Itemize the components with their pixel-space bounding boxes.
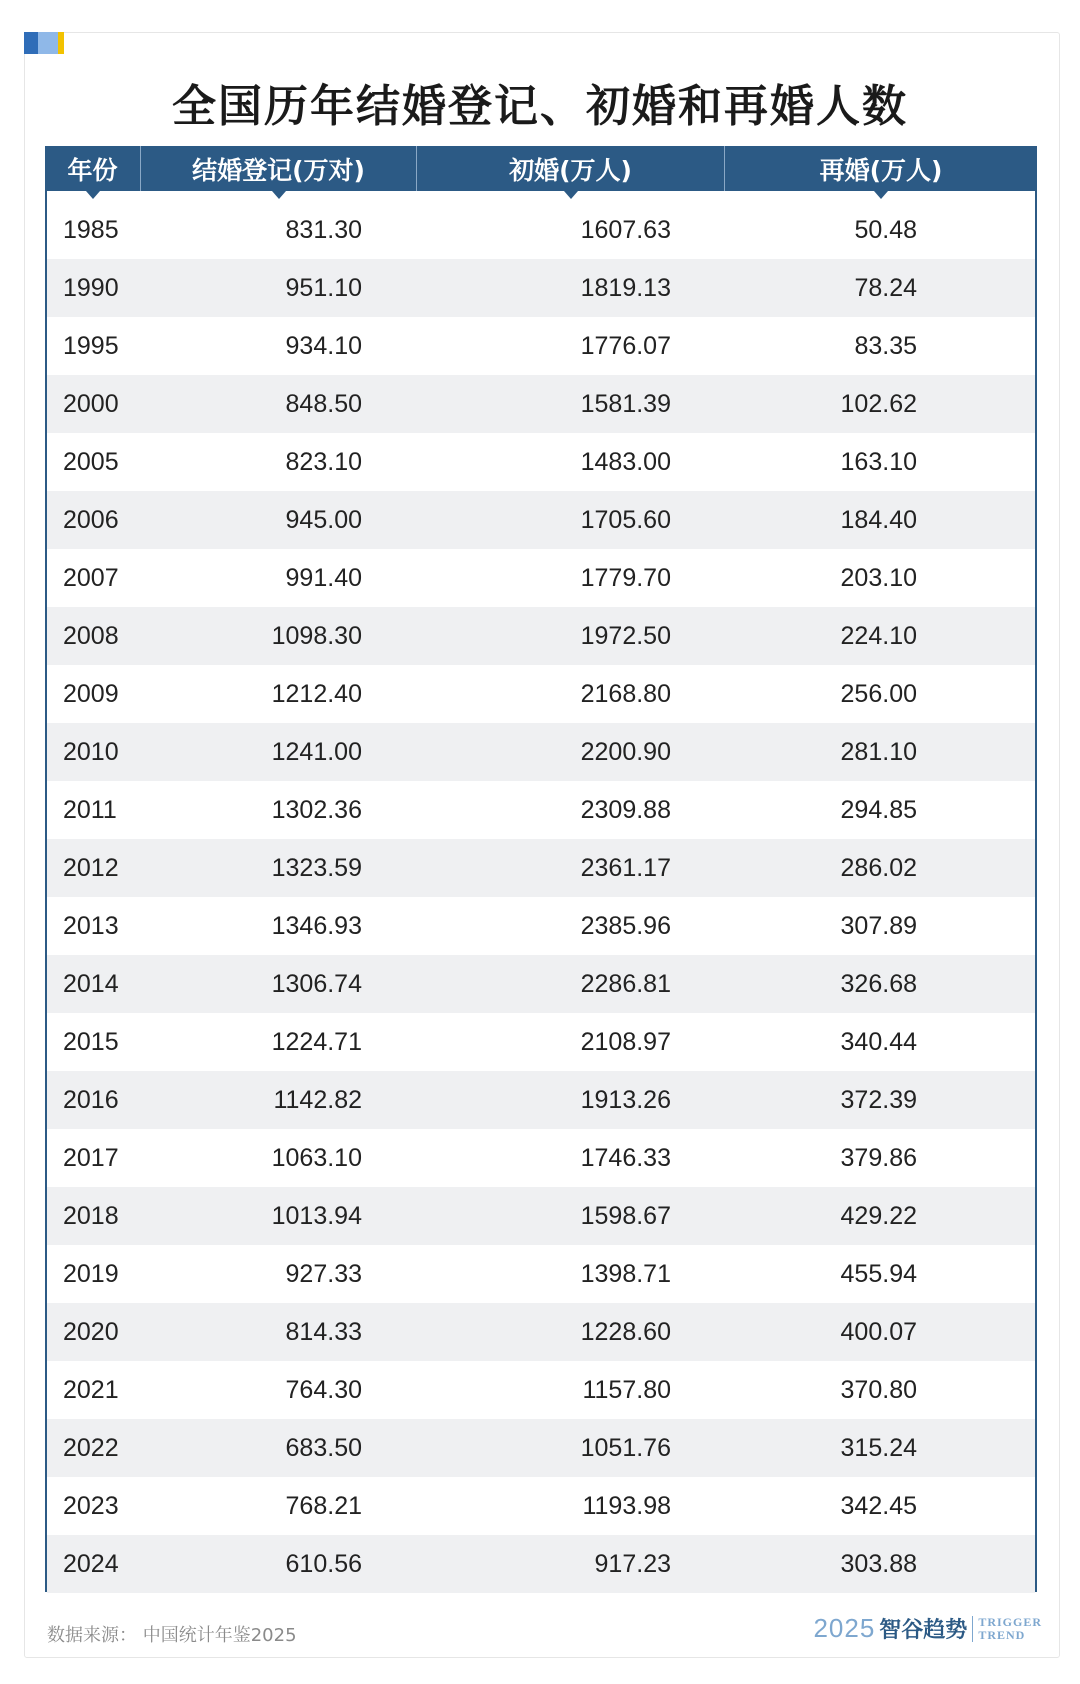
year-cell: 2005 <box>63 447 119 476</box>
remarriage-cell: 294.85 <box>840 795 917 824</box>
registrations-cell: 1142.82 <box>273 1085 362 1114</box>
registrations-cell: 823.10 <box>285 447 362 476</box>
first-marriage-cell: 1398.71 <box>580 1259 671 1288</box>
remarriage-cell: 379.86 <box>840 1143 917 1172</box>
header-registrations-arrow-icon <box>272 191 286 199</box>
remarriage-cell: 455.94 <box>840 1259 917 1288</box>
registrations-cell: 991.40 <box>285 563 362 592</box>
header-year-arrow-icon <box>86 191 100 199</box>
remarriage-cell: 102.62 <box>840 389 917 418</box>
table-row <box>47 549 1035 607</box>
registrations-cell: 1224.71 <box>271 1027 362 1056</box>
year-cell: 2018 <box>63 1201 119 1230</box>
first-marriage-cell: 2200.90 <box>580 737 671 766</box>
remarriage-cell: 83.35 <box>854 331 917 360</box>
first-marriage-cell: 1193.98 <box>582 1491 671 1520</box>
header-first-marriage-arrow-icon <box>564 191 578 199</box>
registrations-cell: 951.10 <box>285 273 362 302</box>
remarriage-cell: 224.10 <box>840 621 917 650</box>
registrations-cell: 768.21 <box>285 1491 362 1520</box>
first-marriage-cell: 2309.88 <box>580 795 671 824</box>
remarriage-cell: 340.44 <box>840 1027 917 1056</box>
first-marriage-cell: 2108.97 <box>580 1027 671 1056</box>
registrations-cell: 927.33 <box>285 1259 362 1288</box>
first-marriage-cell: 1598.67 <box>580 1201 671 1230</box>
deco-bar-yellow <box>58 32 64 54</box>
first-marriage-cell: 1972.50 <box>580 621 671 650</box>
remarriage-cell: 163.10 <box>840 447 917 476</box>
table-row <box>47 723 1035 781</box>
year-cell: 2000 <box>63 389 119 418</box>
year-cell: 2007 <box>63 563 119 592</box>
table-row <box>47 1361 1035 1419</box>
brand-name-cn: 智谷趋势 <box>879 1617 968 1643</box>
first-marriage-cell: 1228.60 <box>580 1317 671 1346</box>
registrations-cell: 1346.93 <box>271 911 362 940</box>
year-cell: 2015 <box>63 1027 119 1056</box>
remarriage-cell: 372.39 <box>840 1085 917 1114</box>
table-row <box>47 433 1035 491</box>
brand-logo <box>813 1613 1042 1644</box>
table-row <box>47 955 1035 1013</box>
first-marriage-cell: 917.23 <box>594 1549 671 1578</box>
remarriage-cell: 342.45 <box>840 1491 917 1520</box>
registrations-cell: 945.00 <box>285 505 362 534</box>
brand-en-line2: TREND <box>978 1627 1026 1642</box>
first-marriage-cell: 1607.63 <box>580 215 671 244</box>
first-marriage-cell: 1157.80 <box>582 1375 671 1404</box>
table-row <box>47 1477 1035 1535</box>
year-cell: 2023 <box>63 1491 119 1520</box>
registrations-cell: 1302.36 <box>271 795 362 824</box>
header-remarriage <box>724 146 1037 191</box>
first-marriage-cell: 1913.26 <box>580 1085 671 1114</box>
year-cell: 2014 <box>63 969 119 998</box>
registrations-cell: 831.30 <box>285 215 362 244</box>
first-marriage-cell: 2286.81 <box>580 969 671 998</box>
table-row <box>47 897 1035 955</box>
header-year-label: 年份 <box>67 155 118 185</box>
table-row <box>47 1187 1035 1245</box>
header-remarriage-label: 再婚(万人) <box>819 155 943 185</box>
registrations-cell: 814.33 <box>285 1317 362 1346</box>
first-marriage-cell: 1776.07 <box>580 331 671 360</box>
registrations-cell: 1212.40 <box>271 679 362 708</box>
header-first-marriage-label: 初婚(万人) <box>509 155 632 185</box>
year-cell: 1990 <box>63 273 119 302</box>
first-marriage-cell: 2361.17 <box>580 853 671 882</box>
remarriage-cell: 78.24 <box>854 273 917 302</box>
year-cell: 1985 <box>63 215 119 244</box>
year-cell: 2013 <box>63 911 119 940</box>
table-row <box>47 1419 1035 1477</box>
table-row <box>47 259 1035 317</box>
remarriage-cell: 256.00 <box>840 679 917 708</box>
registrations-cell: 764.30 <box>285 1375 362 1404</box>
table-row <box>47 1303 1035 1361</box>
year-cell: 2022 <box>63 1433 119 1462</box>
remarriage-cell: 203.10 <box>840 563 917 592</box>
first-marriage-cell: 1051.76 <box>580 1433 671 1462</box>
year-cell: 2006 <box>63 505 119 534</box>
registrations-cell: 683.50 <box>285 1433 362 1462</box>
first-marriage-cell: 1819.13 <box>580 273 671 302</box>
registrations-cell: 1323.59 <box>271 853 362 882</box>
first-marriage-cell: 1483.00 <box>580 447 671 476</box>
chart-title: 全国历年结婚登记、初婚和再婚人数 <box>172 81 908 132</box>
remarriage-cell: 429.22 <box>840 1201 917 1230</box>
table-row <box>47 317 1035 375</box>
table-row <box>47 1013 1035 1071</box>
year-cell: 2008 <box>63 621 119 650</box>
table-header <box>45 146 1037 191</box>
table-row <box>47 665 1035 723</box>
brand-year: 2025 <box>813 1613 876 1643</box>
header-registrations <box>140 146 416 191</box>
year-cell: 2016 <box>63 1085 119 1114</box>
year-cell: 2019 <box>63 1259 119 1288</box>
header-first-marriage <box>416 146 724 191</box>
header-remarriage-arrow-icon <box>874 191 888 199</box>
table-row <box>47 839 1035 897</box>
first-marriage-cell: 1746.33 <box>580 1143 671 1172</box>
year-cell: 2021 <box>63 1375 119 1404</box>
year-cell: 2012 <box>63 853 119 882</box>
registrations-cell: 1098.30 <box>271 621 362 650</box>
table-body <box>47 201 1035 1593</box>
brand-separator <box>972 1616 973 1642</box>
registrations-cell: 934.10 <box>285 331 362 360</box>
remarriage-cell: 286.02 <box>840 853 917 882</box>
brand-en-line1: TRIGGER <box>978 1614 1042 1629</box>
table-row <box>47 781 1035 839</box>
table-row <box>47 1535 1035 1593</box>
registrations-cell: 1306.74 <box>271 969 362 998</box>
registrations-cell: 848.50 <box>285 389 362 418</box>
table-row <box>47 1071 1035 1129</box>
year-cell: 2010 <box>63 737 119 766</box>
year-cell: 2009 <box>63 679 119 708</box>
remarriage-cell: 307.89 <box>840 911 917 940</box>
header-registrations-label: 结婚登记(万对) <box>192 155 365 185</box>
deco-bar-blue <box>24 32 38 54</box>
remarriage-cell: 326.68 <box>840 969 917 998</box>
table-row <box>47 1129 1035 1187</box>
table-row <box>47 491 1035 549</box>
year-cell: 2024 <box>63 1549 119 1578</box>
table-row <box>47 607 1035 665</box>
first-marriage-cell: 1779.70 <box>580 563 671 592</box>
year-cell: 2011 <box>63 795 117 824</box>
table-row <box>47 201 1035 259</box>
remarriage-cell: 281.10 <box>840 737 917 766</box>
first-marriage-cell: 1581.39 <box>580 389 671 418</box>
year-cell: 2020 <box>63 1317 119 1346</box>
registrations-cell: 610.56 <box>285 1549 362 1578</box>
registrations-cell: 1013.94 <box>271 1201 362 1230</box>
table-row <box>47 1245 1035 1303</box>
remarriage-cell: 184.40 <box>840 505 917 534</box>
remarriage-cell: 370.80 <box>840 1375 917 1404</box>
table-row <box>47 375 1035 433</box>
remarriage-cell: 400.07 <box>840 1317 917 1346</box>
registrations-cell: 1063.10 <box>271 1143 362 1172</box>
source-note: 数据来源： 中国统计年鉴2025 <box>47 1625 297 1646</box>
remarriage-cell: 303.88 <box>840 1549 917 1578</box>
corner-decoration <box>24 32 64 54</box>
year-cell: 1995 <box>63 331 119 360</box>
deco-bar-lightblue <box>38 32 58 54</box>
remarriage-cell: 315.24 <box>840 1433 917 1462</box>
first-marriage-cell: 2385.96 <box>580 911 671 940</box>
registrations-cell: 1241.00 <box>271 737 362 766</box>
first-marriage-cell: 2168.80 <box>580 679 671 708</box>
header-year <box>45 146 140 191</box>
remarriage-cell: 50.48 <box>854 215 917 244</box>
brand-name-en <box>978 1616 1042 1642</box>
first-marriage-cell: 1705.60 <box>580 505 671 534</box>
year-cell: 2017 <box>63 1143 119 1172</box>
